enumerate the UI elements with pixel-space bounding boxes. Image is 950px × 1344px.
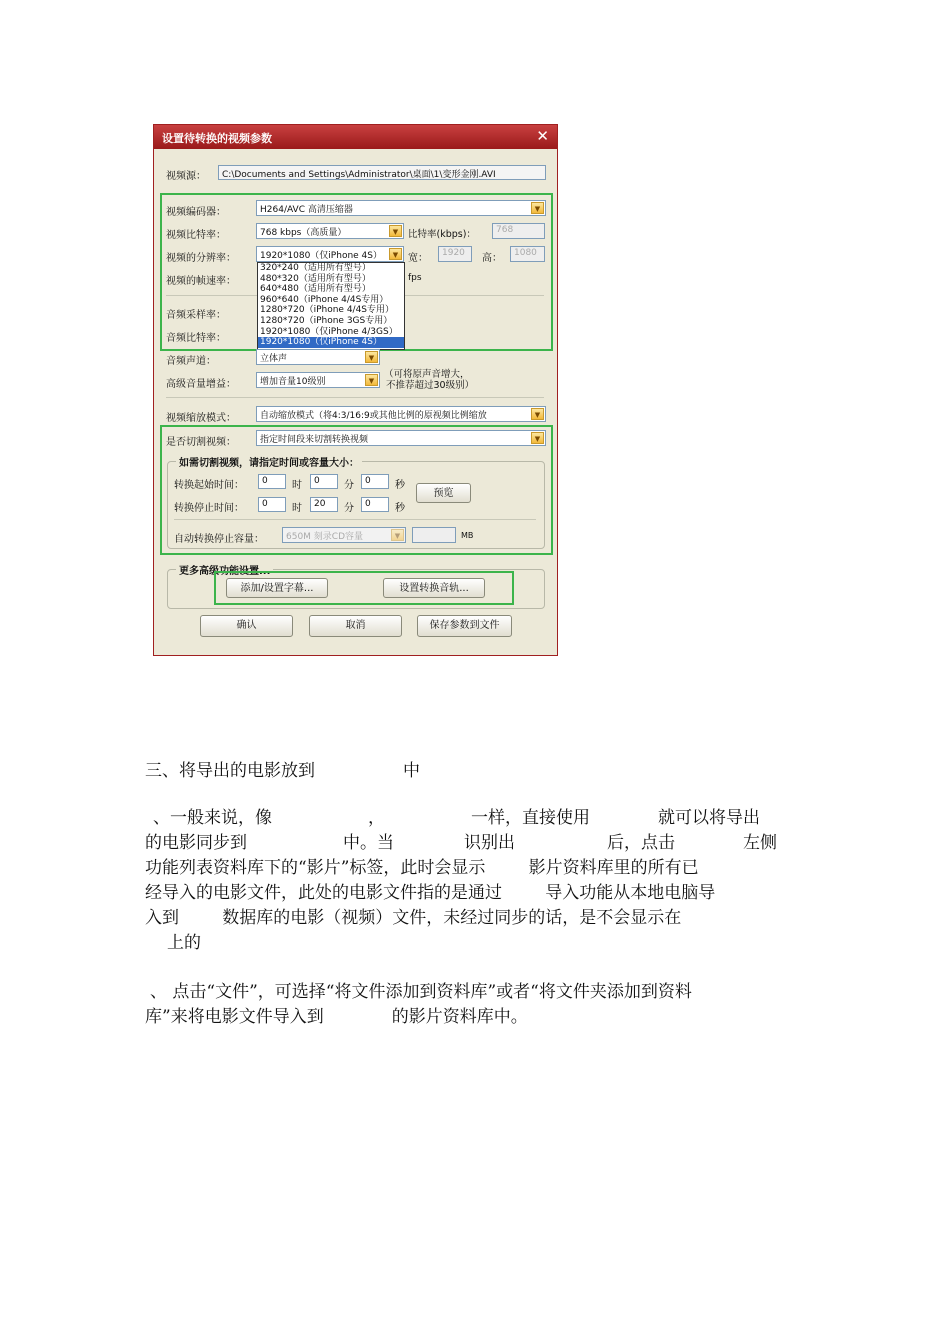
advanced-group-title: 更多高级功能设置...: [176, 562, 273, 577]
resolution-value: 1920*1080（仅iPhone 4S）: [260, 251, 382, 261]
start-second-input[interactable]: 0: [361, 474, 389, 489]
minute-unit: 分: [344, 480, 354, 491]
chevron-down-icon[interactable]: ▼: [391, 529, 404, 541]
capacity-value: 650M 刻录CD容量: [286, 532, 364, 542]
dialog-title: 设置待转换的视频参数: [162, 132, 272, 145]
subtitle-button[interactable]: 添加/设置字幕...: [226, 578, 328, 598]
heading-part-1: 三、将导出的电影放到: [145, 761, 315, 781]
resolution-option[interactable]: 480*320（适用所有型号）: [260, 273, 371, 284]
codec-select[interactable]: [256, 200, 546, 216]
stop-hour-input[interactable]: 0: [258, 497, 286, 512]
bitrate-label: 视频比特率：: [166, 230, 226, 241]
cut-group-title: 如需切割视频，请指定时间或容量大小：: [176, 454, 362, 469]
convert-settings-dialog: [153, 124, 558, 656]
resolution-option[interactable]: 1280*720（iPhone 4/4S专用）: [260, 305, 395, 316]
resolution-select[interactable]: [256, 246, 404, 262]
height-field[interactable]: 1080: [510, 246, 545, 262]
stop-minute-input[interactable]: 20: [310, 497, 338, 512]
paragraph-1-line-6: 上的: [167, 933, 201, 953]
second-unit: 秒: [395, 503, 405, 514]
heading-part-2: 中: [403, 761, 420, 781]
stop-second-input[interactable]: 0: [361, 497, 389, 512]
text: 一样，直接使用: [471, 808, 590, 828]
capacity-label: 自动转换停止容量：: [174, 534, 264, 545]
chevron-down-icon[interactable]: ▼: [365, 374, 378, 386]
text: 的电影同步到: [145, 833, 247, 853]
paragraph-1-line-1: [145, 806, 760, 831]
resolution-label: 视频的分辨率：: [166, 253, 236, 264]
chevron-down-icon[interactable]: ▼: [389, 225, 402, 237]
bitrate-kbps-field[interactable]: 768: [492, 223, 545, 239]
bitrate-select[interactable]: [256, 223, 404, 239]
bitrate-value: 768 kbps（高质量）: [260, 228, 347, 238]
codec-label: 视频编码器：: [166, 207, 226, 218]
volume-value: 增加音量10级别: [260, 377, 326, 387]
volume-select[interactable]: [256, 372, 380, 388]
resolution-option[interactable]: 960*640（iPhone 4/4S专用）: [260, 294, 389, 305]
bitrate-kbps-label: 比特率(kbps)：: [408, 229, 476, 240]
resolution-option[interactable]: 320*240（适用所有型号）: [260, 263, 371, 273]
second-unit: 秒: [395, 480, 405, 491]
fps-unit: fps: [408, 273, 422, 283]
text: 库”来将电影文件导入到: [145, 1007, 324, 1027]
text: 就可以将导出: [658, 808, 760, 828]
chevron-down-icon[interactable]: ▼: [531, 408, 544, 420]
source-path-field[interactable]: C:\Documents and Settings\Administrator\桌面\1\变形金刚.AVI: [218, 165, 546, 180]
resolution-option[interactable]: 1280*720（iPhone 3GS专用）: [260, 315, 393, 326]
audio-channel-label: 音频声道：: [166, 356, 216, 367]
close-icon[interactable]: ✕: [536, 127, 549, 145]
text: ，: [368, 808, 385, 828]
source-label: 视频源：: [166, 171, 206, 182]
start-minute-input[interactable]: 0: [310, 474, 338, 489]
text: 中。当: [343, 833, 394, 853]
chevron-down-icon[interactable]: ▼: [531, 202, 544, 214]
resolution-dropdown-list[interactable]: [257, 262, 405, 350]
chevron-down-icon[interactable]: ▼: [531, 432, 544, 444]
cut-video-label: 是否切割视频：: [166, 437, 236, 448]
text: 的影片资料库中。: [391, 1007, 528, 1027]
capacity-select[interactable]: [282, 527, 406, 543]
chevron-down-icon[interactable]: ▼: [389, 248, 402, 260]
audio-sample-label: 音频采样率：: [166, 310, 226, 321]
height-label: 高：: [482, 253, 502, 264]
paragraph-2-line-2: [145, 1005, 528, 1030]
text: 后，点击: [607, 833, 675, 853]
save-params-button[interactable]: 保存参数到文件: [417, 615, 512, 637]
chevron-down-icon[interactable]: ▼: [365, 351, 378, 363]
audio-channel-value: 立体声: [260, 354, 288, 364]
stop-time-label: 转换停止时间：: [174, 503, 244, 514]
dialog-titlebar[interactable]: [154, 125, 557, 149]
hour-unit: 时: [292, 503, 302, 514]
minute-unit: 分: [344, 503, 354, 514]
start-hour-input[interactable]: 0: [258, 474, 286, 489]
audio-track-button[interactable]: 设置转换音轨...: [383, 578, 485, 598]
audio-channel-select[interactable]: [256, 349, 380, 365]
start-time-label: 转换起始时间：: [174, 480, 244, 491]
resolution-option[interactable]: 1920*1080（仅iPhone 4/3GS）: [260, 326, 398, 337]
scale-mode-value: 自动缩放模式（将4:3/16:9或其他比例的原视频比例缩放: [260, 411, 487, 421]
resolution-option-selected[interactable]: 1920*1080（仅iPhone 4S）: [258, 337, 404, 348]
divider: [166, 397, 544, 398]
paragraph-1-line-2: [145, 831, 777, 856]
divider: [174, 519, 536, 520]
volume-label: 高级音量增益：: [166, 379, 236, 390]
section-heading: [145, 759, 420, 784]
paragraph-1-line-5: 入到 数据库的电影（视频）文件，未经过同步的话，是不会显示在: [145, 908, 682, 928]
volume-note-1: （可将原声音增大，: [384, 369, 470, 380]
cut-video-select[interactable]: [256, 430, 546, 446]
width-field[interactable]: 1920: [438, 246, 472, 262]
scale-mode-select[interactable]: [256, 406, 546, 422]
text: 识别出: [464, 833, 515, 853]
text: 、一般来说，像: [153, 808, 272, 828]
width-label: 宽：: [408, 253, 428, 264]
ok-button[interactable]: 确认: [200, 615, 293, 637]
capacity-mb-field[interactable]: [412, 527, 456, 543]
paragraph-1-line-4: 经导入的电影文件，此处的电影文件指的是通过 导入功能从本地电脑导: [145, 883, 716, 903]
codec-value: H264/AVC 高清压缩器: [260, 205, 353, 215]
text: 左侧: [743, 833, 777, 853]
paragraph-1-line-3: 功能列表资料库下的“影片”标签，此时会显示 影片资料库里的所有已: [145, 858, 699, 878]
mb-unit: MB: [461, 531, 474, 540]
paragraph-2-line-1: 、 点击“文件”，可选择“将文件添加到资料库”或者“将文件夹添加到资料: [150, 982, 692, 1002]
hour-unit: 时: [292, 480, 302, 491]
cancel-button[interactable]: 取消: [309, 615, 402, 637]
volume-note-2: 不推荐超过30级别）: [386, 380, 475, 391]
framerate-label: 视频的帧速率：: [166, 276, 236, 287]
scale-mode-label: 视频缩放模式：: [166, 413, 236, 424]
cut-video-value: 指定时间段来切割转换视频: [260, 435, 369, 445]
resolution-option[interactable]: 640*480（适用所有型号）: [260, 284, 371, 295]
audio-bitrate-label: 音频比特率：: [166, 333, 226, 344]
preview-button[interactable]: 预览: [416, 483, 471, 503]
